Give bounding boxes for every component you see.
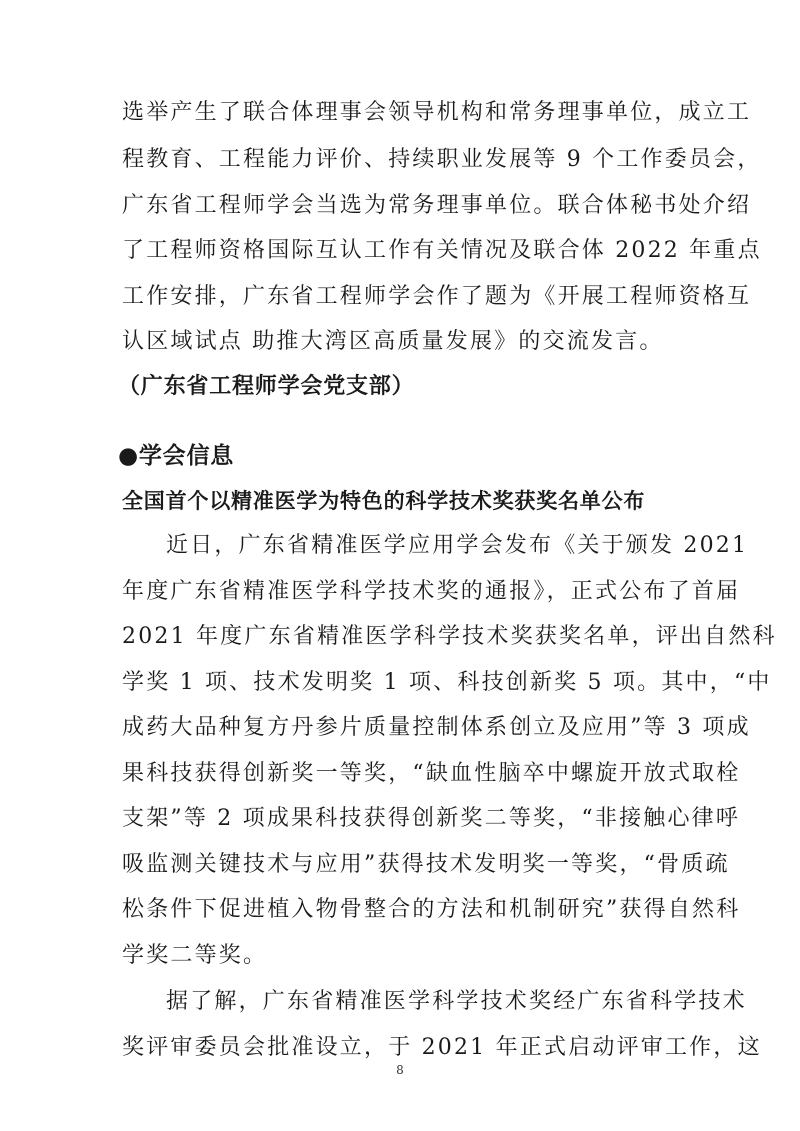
paragraph-line: 程教育、工程能力评价、持续职业发展等 9 个工作委员会， xyxy=(122,147,762,172)
paragraph-line: 选举产生了联合体理事会领导机构和常务理事单位，成立工 xyxy=(122,100,752,125)
paragraph-line: 松条件下促进植入物骨整合的方法和机制研究”获得自然科 xyxy=(122,897,741,922)
paragraph-line: 奖评审委员会批准设立，于 2021 年正式启动评审工作，这 xyxy=(122,1035,762,1060)
page-number: 8 xyxy=(396,1063,404,1077)
paragraph-line: 了工程师资格国际互认工作有关情况及联合体 2022 年重点 xyxy=(122,238,762,263)
paragraph-line: 支架”等 2 项成果科技获得创新奖二等奖，“非接触心律呼 xyxy=(122,806,741,831)
paragraph-line: 成药大品种复方丹参片质量控制体系创立及应用”等 3 项成 xyxy=(122,715,751,740)
paragraph-line: 近日，广东省精准医学应用学会发布《关于颁发 2021 xyxy=(166,533,749,558)
paragraph-line: 据了解，广东省精准医学科学技术奖经广东省科学技术 xyxy=(166,989,747,1014)
paragraph-line: 学奖二等奖。 xyxy=(122,943,268,968)
section-title: ●学会信息 xyxy=(118,443,235,469)
paragraph-line: 广东省工程师学会当选为常务理事单位。联合体秘书处介绍 xyxy=(122,193,752,218)
paragraph-line: 果科技获得创新奖一等奖，“缺血性脑卒中螺旋开放式取栓 xyxy=(122,761,741,786)
paragraph-line: 工作安排，广东省工程师学会作了题为《开展工程师资格互 xyxy=(122,284,752,309)
paragraph-line: 2021 年度广东省精准医学科学技术奖获奖名单，评出自然科 xyxy=(122,624,777,649)
paragraph-line: 学奖 1 项、技术发明奖 1 项、科技创新奖 5 项。其中，“中 xyxy=(122,670,772,695)
paragraph-line: 认区域试点 助推大湾区高质量发展》的交流发言。 xyxy=(122,329,664,354)
attribution: （广东省工程师学会党支部） xyxy=(118,374,415,399)
article-title: 全国首个以精准医学为特色的科学技术奖获奖名单公布 xyxy=(122,489,646,513)
paragraph-line: 年度广东省精准医学科学技术奖的通报》，正式公布了首届 xyxy=(122,579,741,604)
paragraph-line: 吸监测关键技术与应用”获得技术发明奖一等奖，“骨质疏 xyxy=(122,852,730,877)
